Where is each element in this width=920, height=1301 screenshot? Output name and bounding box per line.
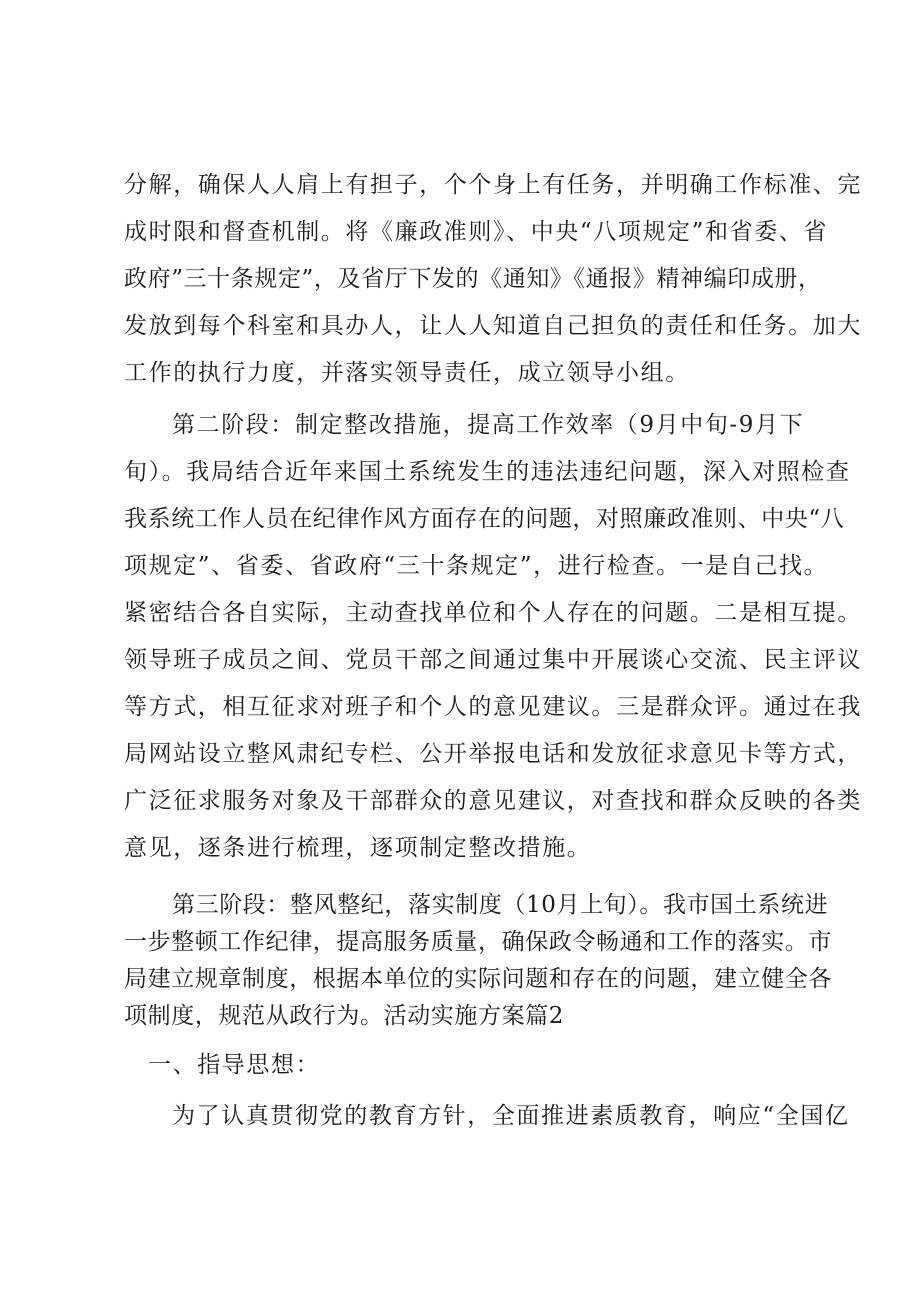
text-line: 旬）。我局结合近年来国土系统发生的违法违纪问题，深入对照检查	[124, 459, 851, 485]
text-line: 项制度，规范从政行为。活动实施方案篇2	[124, 1003, 565, 1029]
text-line: 领导班子成员之间、党员干部之间通过集中开展谈心交流、民主评议	[124, 647, 862, 673]
text-line: 我系统工作人员在纪律作风方面存在的问题，对照廉政准则、中央“八	[124, 506, 845, 532]
text-line: 分解，确保人人肩上有担子，个个身上有任务，并明确工作标准、完	[124, 172, 862, 198]
text-line: 发放到每个科室和具办人，让人人知道自己担负的责任和任务。加大	[124, 313, 862, 339]
text-line: 意见，逐条进行梳理，逐项制定整改措施。	[124, 835, 592, 861]
text-line: 项规定”、省委、省政府“三十条规定”，进行检查。一是自己找。	[124, 553, 829, 579]
text-line: 政府”三十条规定”，及省厅下发的《通知》《通报》精神编印成册，	[124, 266, 822, 292]
text-line: 成时限和督查机制。将《廉政准则》、中央“八项规定”和省委、省	[124, 219, 829, 245]
text-line: 局网站设立整风肃纪专栏、公开举报电话和发放征求意见卡等方式，	[124, 741, 862, 767]
text-line: 工作的执行力度，并落实领导责任，成立领导小组。	[124, 360, 690, 386]
text-line: 第三阶段：整风整纪，落实制度（10月上旬）。我市国土系统进	[172, 892, 829, 918]
text-line: 为了认真贯彻党的教育方针，全面推进素质教育，响应“全国亿	[172, 1103, 850, 1129]
section-heading: 一、指导思想：	[148, 1052, 321, 1078]
text-line: 等方式，相互征求对班子和个人的意见建议。三是群众评。通过在我	[124, 694, 862, 720]
text-line: 局建立规章制度，根据本单位的实际问题和存在的问题，建立健全各	[124, 966, 832, 992]
text-line: 第二阶段：制定整改措施，提高工作效率（9月中旬-9月下	[172, 412, 805, 438]
text-line: 紧密结合各自实际，主动查找单位和个人存在的问题。二是相互提。	[124, 600, 862, 626]
text-line: 一步整顿工作纪律，提高服务质量，确保政令畅通和工作的落实。市	[124, 929, 832, 955]
text-line: 广泛征求服务对象及干部群众的意见建议，对查找和群众反映的各类	[124, 788, 862, 814]
